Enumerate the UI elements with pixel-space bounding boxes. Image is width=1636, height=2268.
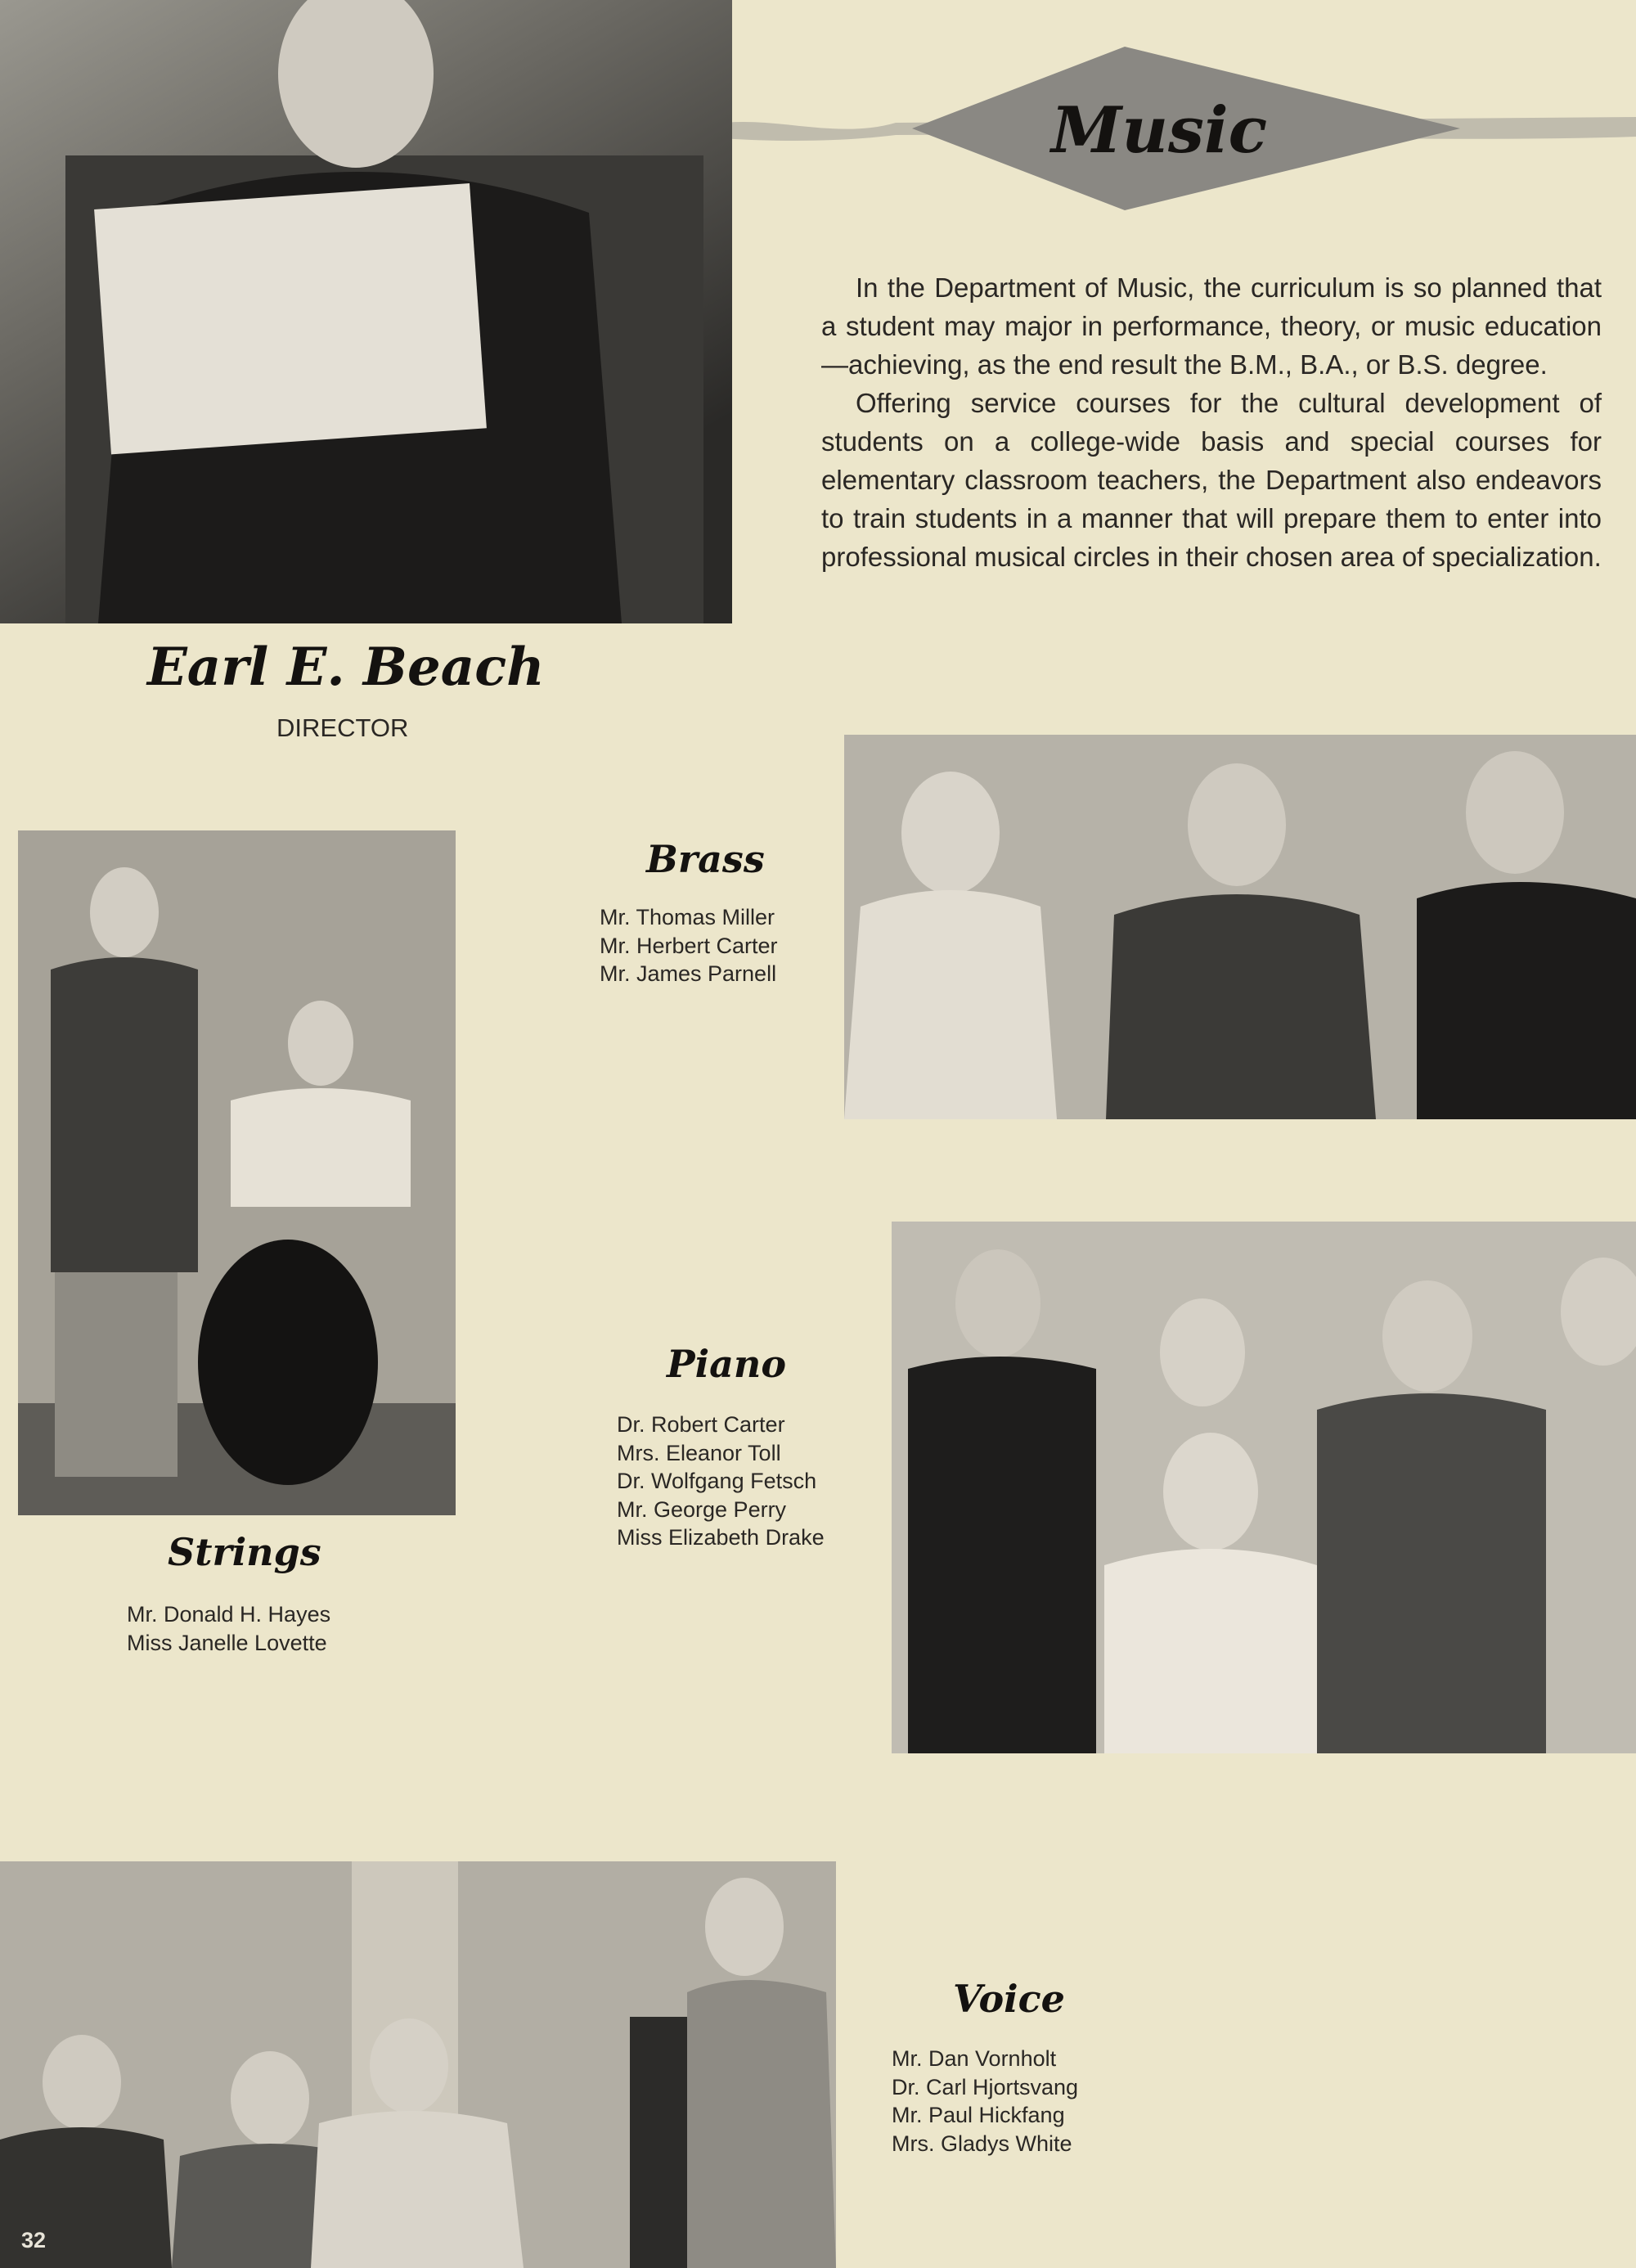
piano-heading: Piano — [667, 1342, 786, 1386]
piano-photo — [892, 1222, 1636, 1753]
brass-members — [600, 903, 778, 988]
strings-members — [127, 1600, 330, 1657]
piano-member: Dr. Robert Carter — [617, 1412, 785, 1437]
brass-member: Mr. James Parnell — [600, 961, 777, 986]
voice-member: Mrs. Gladys White — [892, 2131, 1072, 2156]
intro-paragraph-2: Offering service courses for the cultural development of students on a college-wide basis and special courses for elementary classroom teachers, the Department also endeavors to train students in a manner that will prepare them to enter into professional musical circles in their chosen area of specialization. — [821, 388, 1602, 572]
brass-photo — [844, 735, 1636, 1119]
brass-member: Mr. Herbert Carter — [600, 933, 778, 958]
piano-members — [617, 1411, 825, 1552]
piano-member: Miss Elizabeth Drake — [617, 1525, 825, 1550]
page-title: Music — [1051, 93, 1268, 168]
brass-member: Mr. Thomas Miller — [600, 905, 775, 929]
voice-member: Mr. Paul Hickfang — [892, 2103, 1065, 2127]
director-name: Earl E. Beach — [147, 637, 545, 698]
strings-member: Mr. Donald H. Hayes — [127, 1602, 331, 1627]
piano-member: Dr. Wolfgang Fetsch — [617, 1469, 817, 1493]
voice-photo — [0, 1861, 836, 2268]
strings-heading: Strings — [168, 1530, 321, 1574]
voice-member: Dr. Carl Hjortsvang — [892, 2074, 1079, 2099]
intro-paragraph-1: In the Department of Music, the curriculum is so planned that a student may major in performance, theory, or music education—achieving, as the end result the B.M., B.A., or B.S. degree. — [821, 272, 1602, 380]
director-photo — [0, 0, 732, 623]
intro-text — [821, 268, 1602, 576]
director-title: DIRECTOR — [276, 713, 409, 742]
voice-member: Mr. Dan Vornholt — [892, 2046, 1057, 2071]
page-number: 32 — [21, 2228, 47, 2252]
strings-member: Miss Janelle Lovette — [127, 1630, 327, 1655]
brass-heading: Brass — [646, 837, 765, 881]
piano-member: Mrs. Eleanor Toll — [617, 1440, 781, 1465]
piano-member: Mr. George Perry — [617, 1496, 787, 1522]
voice-members — [892, 2045, 1078, 2158]
strings-photo — [18, 830, 456, 1515]
voice-heading: Voice — [953, 1977, 1065, 2021]
